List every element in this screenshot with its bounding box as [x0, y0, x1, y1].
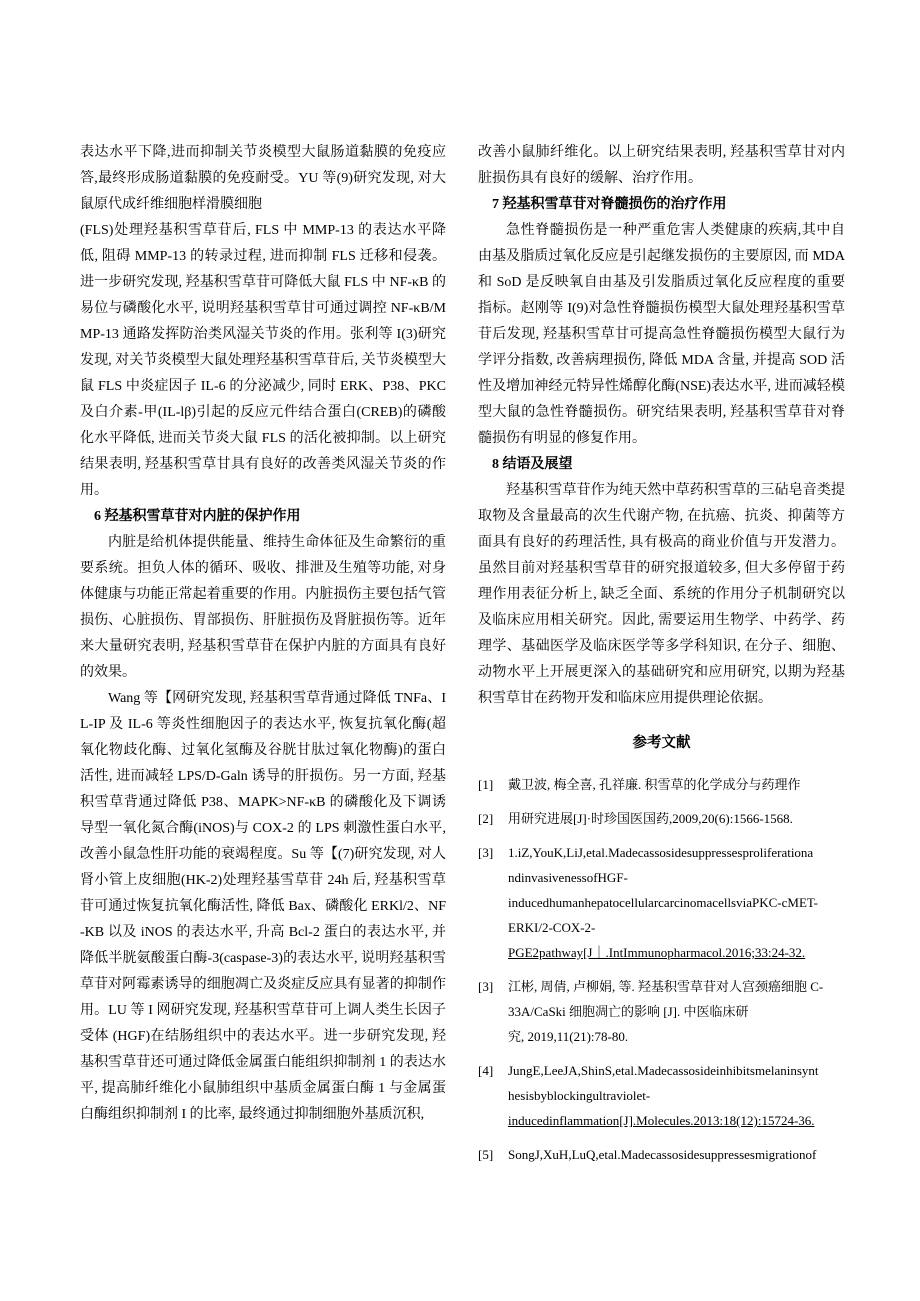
reference-line: SongJ,XuH,LuQ,etal.Madecassosidesuppressesmigrationof: [508, 1147, 817, 1162]
reference-line: 1.iZ,YouK,LiJ,etal.Madecassosidesuppressesproliferationa: [508, 845, 814, 860]
reference-text: [508, 840, 845, 965]
paragraph-lung-fibrosis: 改善小鼠肺纤维化。以上研究结果表明, 羟基积雪草甘对内脏损伤具有良好的缓解、治疗作用。: [478, 145, 845, 186]
reference-item: [478, 1142, 845, 1167]
reference-line: inducedinflammation[J].Molecules.2013:18(12):15724-36.: [508, 1113, 815, 1128]
reference-line: JungE,LeeJA,ShinS,etal.Madecassosideinhibitsmelaninsynt: [508, 1063, 819, 1078]
references-list: [478, 772, 845, 1167]
reference-item: [478, 974, 845, 1049]
reference-text: [508, 974, 845, 1049]
reference-label: [2]: [478, 811, 494, 826]
reference-item: [478, 1058, 845, 1133]
reference-line: ndinvasivenessofHGF-: [508, 870, 628, 885]
reference-text: [508, 1058, 845, 1133]
references-heading: 参考文献: [632, 735, 691, 751]
paragraph-spinal-injury: 急性脊髓损伤是一种严重危害人类健康的疾病,其中自由基及脂质过氧化反应是引起继发损伤的主要原因, 而 MDA 和 SoD 是反映氧自由基及引发脂质过氧化反应程度的重要指标。赵刚等 I(9)对急性脊髓损伤模型大鼠处理羟基积雪草苷后发现, 羟基积雪草甘可提高急性脊髓损伤模型大鼠行为学评分指数, 改善病理损伤, 降低 MDA 含量, 并提高 SOD 活性及增加神经元特异性烯醇化酶(NSE)表达水平, 进而减轻模型大鼠的急性脊髓损伤。研究结果表明, 羟基积雪草苷对脊髓损伤有明显的修复作用。: [478, 223, 845, 446]
reference-line: 究, 2019,11(21):78-80.: [508, 1029, 629, 1044]
reference-text: [508, 772, 845, 797]
section-heading-7: 7 羟基积雪草苷对脊髓损伤的治疗作用: [492, 197, 727, 212]
reference-text: [508, 1142, 845, 1167]
left-column: [80, 140, 446, 1128]
reference-label: [4]: [478, 1063, 494, 1078]
reference-line: PGE2pathway[J｜.IntImmunopharmacol.2016;33:24-32.: [508, 945, 806, 960]
section-heading-6: 6 羟基积雪草苷对内脏的保护作用: [94, 509, 301, 524]
paragraph-wang-study: Wang 等【网研究发现, 羟基积雪草背通过降低 TNFa、IL-IP 及 IL-6 等炎性细胞因子的表达水平, 恢复抗氧化酶(超氧化物歧化酶、过氧化氢酶及谷胱甘肽过氧化物酶)的蛋白活性, 进而减轻 LPS/D-Galn 诱导的肝损伤。另一方面, 羟基积雪草背通过降低 P38、MAPK>NF-κB 的磷酸化及下调诱导型一氧化氮合酶(iNOS)与 COX-2 的 LPS 刺激性蛋白水平, 改善小鼠急性肝功能的衰竭程度。Su 等【(7)研究发现, 对人肾小管上皮细胞(HK-2)处理羟基雪草苷 24h 后, 羟基积雪草苷可通过恢复抗氧化酶活性, 降低 Bax、磷酸化 ERKl/2、NF-KB 以及 iNOS 的表达水平, 升高 Bcl-2 蛋白的表达水平, 并降低半胱氨酸蛋白酶-3(caspase-3)的表达水平, 说明羟基积雪草苷对阿霉素诱导的细胞凋亡及炎症反应具有显著的抑制作用。LU 等 I 网研究发现, 羟基积雪草苷可上调人类生长因子受体 (HGF)在结肠组织中的表达水平。进一步研究发现, 羟基积雪草苷还可通过降低金属蛋白能组织抑制剂 1 的表达水平, 提高肺纤维化小鼠肺组织中基质金属蛋白酶 1 与金属蛋白酶组织抑制剂 I 的比率, 最终通过抑制细胞外基质沉积,: [80, 691, 446, 1122]
reference-line: 用研究进展[J]·时珍国医国药,2009,20(6):1566-1568.: [508, 811, 793, 826]
paragraph-fls-study: (FLS)处理羟基积雪草苷后, FLS 中 MMP-13 的表达水平降低, 阻碍 MMP-13 的转录过程, 进而抑制 FLS 迁移和侵袭。进一步研究发现, 羟基积雪草苷可降低大鼠 FLS 中 NF-κB 的易位与磷酸化水平, 说明羟基积雪草甘可通过调控 NF-κB/MMP-13 通路发挥防治类风湿关节炎的作用。张利等 I(3)研究发现, 对关节炎模型大鼠处理羟基积雪草苷后, 关节炎模型大鼠 FLS 中炎症因子 IL-6 的分泌减少, 同时 ERK、P38、PKC 及白介素-甲(IL-lβ)引起的反应元件结合蛋白(CREB)的磷酸化水平降低, 进而关节炎大鼠 FLS 的活化被抑制。以上研究结果表明, 羟基积雪草甘具有良好的改善类风湿关节炎的作用。: [80, 223, 446, 498]
reference-text: [508, 806, 845, 831]
reference-line: inducedhumanhepatocellularcarcinomacellsviaPKC-cMET-: [508, 895, 818, 910]
paragraph-conclusion: 羟基积雪草苷作为纯天然中草药积雪草的三砧皂音类提取物及含量最高的次生代谢产物, 在抗癌、抗炎、抑菌等方面具有良好的药理活性, 具有极高的商业价值与开发潜力。虽然目前对羟基积雪草苷的研究报道较多, 但大多停留于药理作用表征分析上, 缺乏全面、系统的作用分子机制研究以及临床应用相关研究。因此, 需要运用生物学、中药学、药理学、基础医学及临床医学等多学科知识, 在分子、细胞、动物水平上开展更深入的基础研究和应用研究, 以期为羟基积雪草甘在药物开发和临床应用提供理论依据。: [478, 483, 845, 706]
reference-item: [478, 772, 845, 797]
reference-item: [478, 806, 845, 831]
reference-line: 江彬, 周倩, 卢柳娟, 等. 羟基积雪草苷对人宫颈癌细胞 C-: [508, 979, 824, 994]
reference-label: [5]: [478, 1147, 494, 1162]
paragraph-arthritis-continuation: 表达水平下降,进而抑制关节炎模型大鼠肠道黏膜的免疫应答,最终形成肠道黏膜的免疫耐受。YU 等(9)研究发现, 对大鼠原代成纤维细胞样滑膜细胞: [80, 145, 446, 212]
reference-line: 戴卫波, 梅全喜, 孔祥廉. 积雪草的化学成分与药理作: [508, 777, 801, 792]
reference-line: ERKI/2-COX-2-: [508, 920, 596, 935]
reference-item: [478, 840, 845, 965]
paragraph-viscera-intro: 内脏是给机体提供能量、维持生命体征及生命繁衍的重要系统。担负人体的循环、吸收、排泄及生殖等功能, 对身体健康与功能正常起着重要的作用。内脏损伤主要包括气管损伤、心脏损伤、胃部损伤、肝脏损伤及肾脏损伤等。近年来大量研究表明, 羟基积雪草苷在保护内脏的方面具有良好的效果。: [80, 535, 446, 680]
reference-label: [1]: [478, 777, 494, 792]
section-heading-8: 8 结语及展望: [492, 457, 573, 472]
reference-line: 33A/CaSki 细胞凋亡的影响 [J]. 中医临床研: [508, 1004, 749, 1019]
reference-label: [3]: [478, 979, 494, 994]
reference-line: hesisbyblockingultraviolet-: [508, 1088, 651, 1103]
reference-label: [3]: [478, 845, 494, 860]
right-column: [478, 140, 845, 1176]
